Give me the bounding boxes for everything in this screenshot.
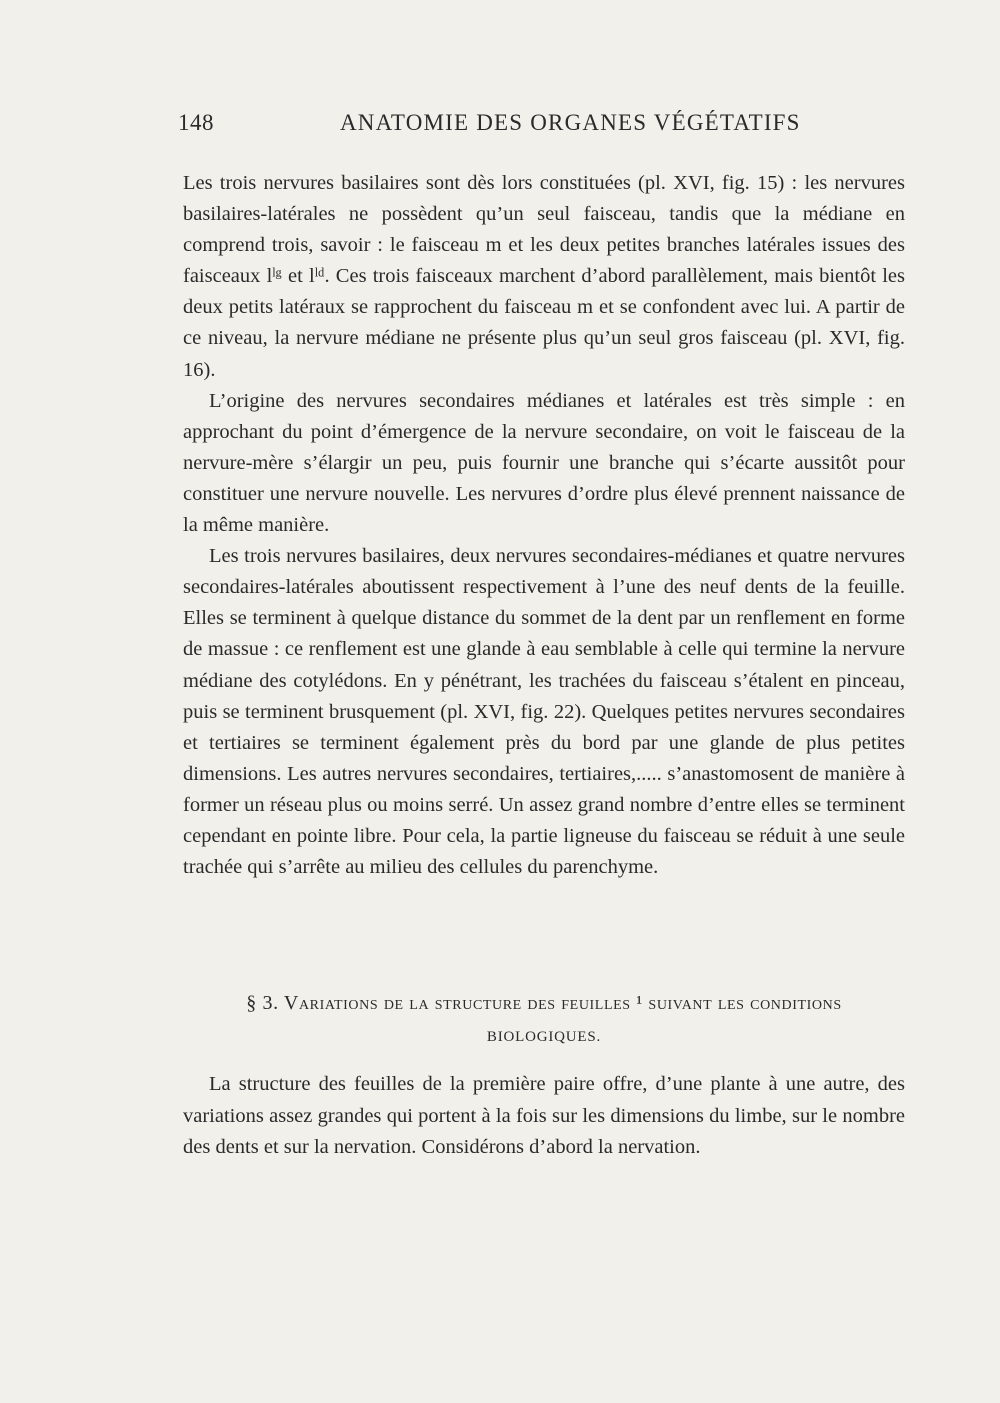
paragraph-leaf-structure: La structure des feuilles de la première paire offre, d’une plante à une autre, des variations assez grandes qui portent à la fois sur les dimensions du limbe, sur le nombre des dents et sur la nervation. Considérons d’abord la nervation. — [183, 1073, 905, 1158]
paragraph-basilar-nerves: Les trois nervures basilaires sont dès lors constituées (pl. XVI, fig. 15) : les nervures basilaires-latérales ne possèdent qu’un seul faisceau, tandis que la médiane en comprend trois, savoir : le faisceau m et les deux petites branches latérales issues des faisceaux lˡᵍ et lˡᵈ. Ces trois faisceaux marchent d’abord parallèlement, mais bientôt les deux petits latéraux se rapprochent du faisceau m et se confondent avec lui. A partir de ce niveau, la nervure médiane ne présente plus qu’un seul gros faisceau (pl. XVI, fig. 16). — [183, 172, 905, 381]
paragraph-secondary-nerves-origin: L’origine des nervures secondaires médianes et latérales est très simple : en approchant du point d’émergence de la nervure secondaire, on voit le faisceau de la nervure-mère s’élargir un peu, puis fournir une branche qui s’écarte aussitôt pour constituer une nervure nouvelle. Les nervures d’ordre plus élevé prennent naissance de la même manière. — [183, 389, 905, 537]
body-text — [183, 168, 905, 883]
section-heading-line-2: BIOLOGIQUES. — [486, 1029, 602, 1045]
section-heading — [183, 986, 905, 1054]
section-heading-line-1: § 3. Variations de la structure des feuilles ¹ suivant les conditions — [246, 992, 842, 1014]
running-head — [178, 110, 908, 144]
paragraph-nerve-terminations: Les trois nervures basilaires, deux nervures secondaires-médianes et quatre nervures secondaires-latérales aboutissent respectivement à l’une des neuf dents de la feuille. Elles se terminent à quelque distance du sommet de la dent par un renflement en forme de massue : ce renflement est une glande à eau semblable à celle qui termine la nervure médiane des cotylédons. En y pénétrant, les trachées du faisceau s’étalent en pinceau, puis se terminent brusquement (pl. XVI, fig. 22). Quelques petites nervures secondaires et tertiaires se terminent également près du bord par une glande de plus petites dimensions. Les autres nervures secondaires, tertiaires,..... s’anastomosent de manière à former un réseau plus ou moins serré. Un assez grand nombre d’entre elles se terminent cependant en pointe libre. Pour cela, la partie ligneuse du faisceau se réduit à une seule trachée qui s’arrête au milieu des cellules du parenchyme. — [183, 545, 905, 879]
page-number: 148 — [178, 110, 214, 135]
running-title: ANATOMIE DES ORGANES VÉGÉTATIFS — [340, 110, 801, 135]
